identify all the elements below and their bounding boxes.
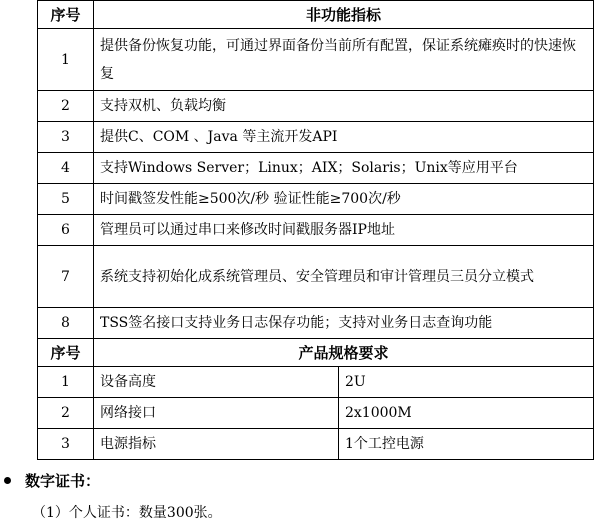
table-row: [38, 122, 594, 153]
row-number: 2: [38, 91, 94, 122]
section-heading: [0, 470, 100, 491]
table-row: [38, 308, 594, 339]
table-row: [38, 153, 594, 184]
header-nonfunctional: 非功能指标: [94, 1, 594, 29]
row-text: 提供C、COM 、Java 等主流开发API: [94, 122, 594, 153]
spec-value: 2U: [339, 367, 594, 398]
row-text: TSS签名接口支持业务日志保存功能；支持对业务日志查询功能: [94, 308, 594, 339]
row-text: 管理员可以通过串口来修改时间戳服务器IP地址: [94, 215, 594, 246]
row-number: 1: [38, 29, 94, 91]
row-number: 3: [38, 429, 94, 460]
header-no: 序号: [38, 1, 94, 29]
table-row: [38, 367, 594, 398]
table-row: [38, 29, 594, 91]
nonfunctional-header-row: [38, 1, 594, 29]
row-number: 2: [38, 398, 94, 429]
spec-header-row: [38, 339, 594, 367]
row-text: 支持双机、负载均衡: [94, 91, 594, 122]
list-item: （1）个人证书：数量300张。: [32, 505, 222, 521]
spec-value: 2x1000M: [339, 398, 594, 429]
spec-name: 网络接口: [94, 398, 339, 429]
requirements-table: [37, 0, 594, 460]
table-row: [38, 215, 594, 246]
row-number: 3: [38, 122, 94, 153]
spec-value: 1个工控电源: [339, 429, 594, 460]
row-number: 6: [38, 215, 94, 246]
row-number: 8: [38, 308, 94, 339]
row-text: 系统支持初始化成系统管理员、安全管理员和审计管理员三员分立模式: [94, 246, 594, 308]
table-row: [38, 91, 594, 122]
section-title: 数字证书：: [25, 472, 101, 490]
row-number: 1: [38, 367, 94, 398]
table-row: [38, 184, 594, 215]
header-no: 序号: [38, 339, 94, 367]
bullet-icon: [4, 477, 11, 484]
table-row: [38, 398, 594, 429]
row-number: 5: [38, 184, 94, 215]
header-spec: 产品规格要求: [94, 339, 594, 367]
row-text: 支持Windows Server；Linux；AIX；Solaris；Unix等应用平台: [94, 153, 594, 184]
spec-name: 设备高度: [94, 367, 339, 398]
table-row: [38, 429, 594, 460]
row-text: 时间戳签发性能≥500次/秒 验证性能≥700次/秒: [94, 184, 594, 215]
table-row: [38, 246, 594, 308]
spec-name: 电源指标: [94, 429, 339, 460]
row-text: 提供备份恢复功能，可通过界面备份当前所有配置，保证系统瘫痪时的快速恢复: [94, 29, 594, 91]
row-number: 7: [38, 246, 94, 308]
row-number: 4: [38, 153, 94, 184]
